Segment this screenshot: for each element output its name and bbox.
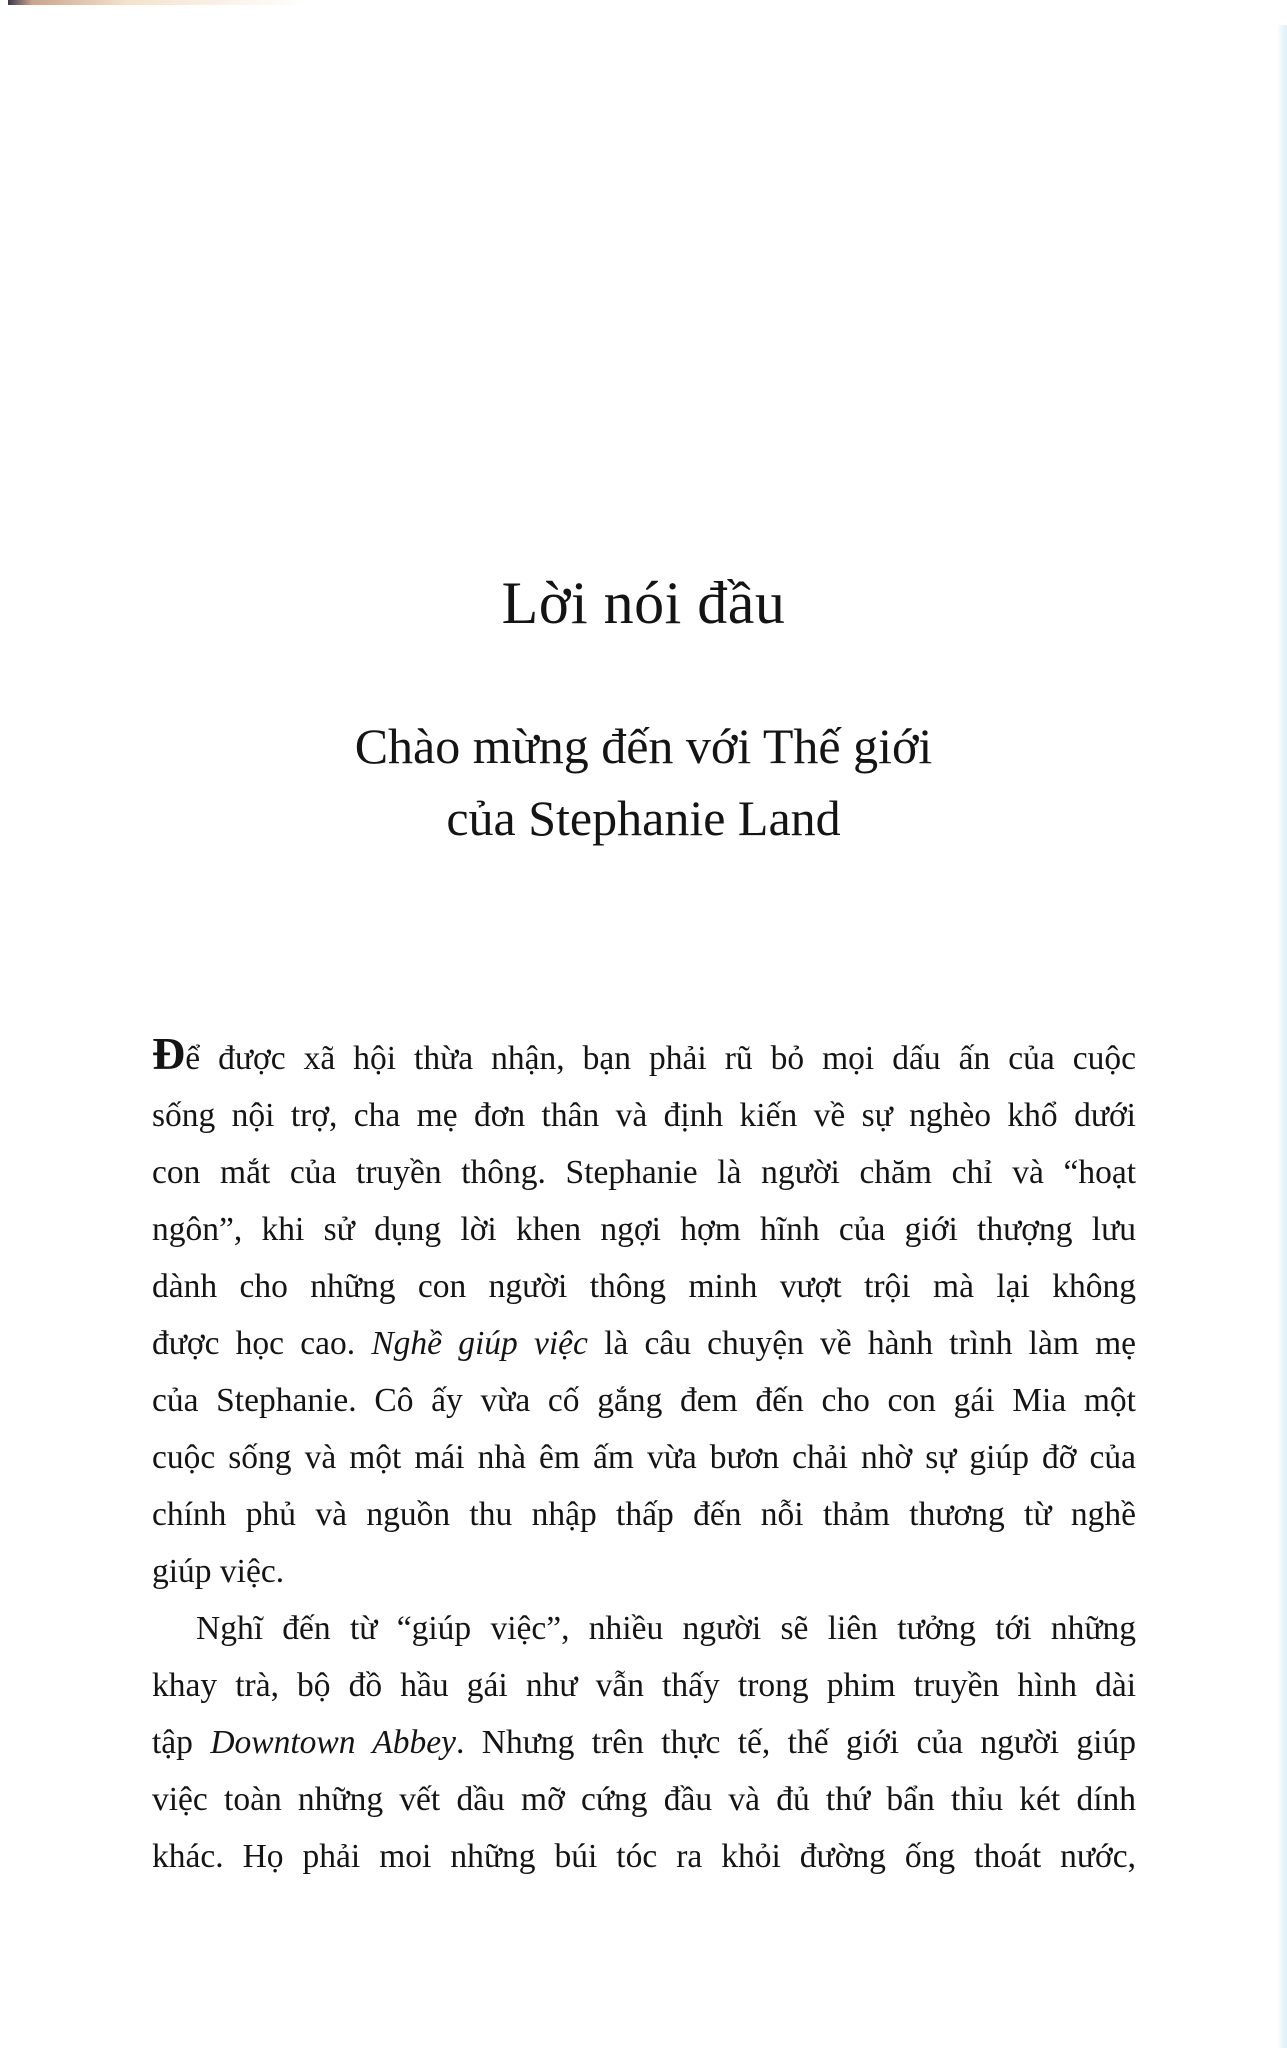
- book-title-italic: Nghề giúp việc: [371, 1325, 588, 1362]
- text-line: khác. Họ phải moi những búi tóc ra khỏi đường ống thoát nước,: [152, 1838, 1136, 1875]
- text-line: tập Downtown Abbey. Nhưng trên thực tế, thế giới của người giúp: [152, 1724, 1136, 1761]
- body-text: [152, 1030, 1136, 1885]
- show-title-italic: Downtown Abbey: [210, 1724, 457, 1761]
- subtitle-line: Chào mừng đến với Thế giới: [354, 718, 933, 774]
- text-line: việc toàn những vết dầu mỡ cứng đầu và đủ thứ bẩn thỉu két dính: [152, 1781, 1136, 1818]
- text-line: của Stephanie. Cô ấy vừa cố gắng đem đến cho con gái Mia một: [152, 1382, 1136, 1419]
- paragraph-1: [152, 1030, 1136, 1600]
- text-line: khay trà, bộ đồ hầu gái như vẫn thấy trong phim truyền hình dài: [152, 1667, 1136, 1704]
- text-line: Nghĩ đến từ “giúp việc”, nhiều người sẽ liên tưởng tới những: [196, 1610, 1136, 1647]
- paragraph-2: [152, 1600, 1136, 1885]
- drop-cap: Đ: [152, 1028, 186, 1079]
- chapter-title: Lời nói đầu: [501, 570, 786, 636]
- text-line: cuộc sống và một mái nhà êm ấm vừa bươn chải nhờ sự giúp đỡ của: [152, 1439, 1136, 1476]
- text-line: sống nội trợ, cha mẹ đơn thân và định kiến về sự nghèo khổ dưới: [152, 1097, 1136, 1134]
- text-line: được học cao. Nghề giúp việc là câu chuyện về hành trình làm mẹ: [152, 1325, 1136, 1362]
- text-line: Để được xã hội thừa nhận, bạn phải rũ bỏ mọi dấu ấn của cuộc: [152, 1028, 1136, 1079]
- text-line: chính phủ và nguồn thu nhập thấp đến nỗi thảm thương từ nghề: [152, 1496, 1136, 1533]
- text-line: con mắt của truyền thông. Stephanie là người chăm chỉ và “hoạt: [152, 1154, 1136, 1191]
- subtitle-line: của Stephanie Land: [446, 790, 841, 846]
- text-line: dành cho những con người thông minh vượt trội mà lại không: [152, 1268, 1136, 1305]
- text-line: ngôn”, khi sử dụng lời khen ngợi hợm hĩnh của giới thượng lưu: [152, 1211, 1136, 1248]
- text-line: giúp việc.: [152, 1553, 285, 1590]
- chapter-subtitle: [0, 710, 1287, 854]
